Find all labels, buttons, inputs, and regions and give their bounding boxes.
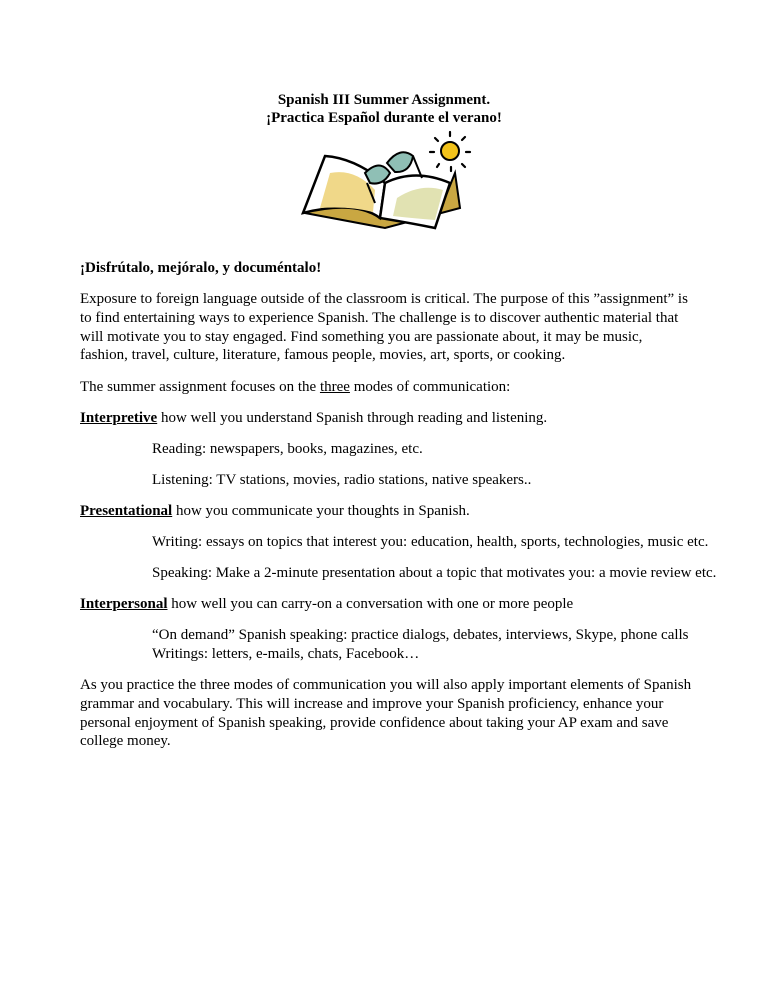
document-subtitle: ¡Practica Español durante el verano! — [266, 110, 502, 126]
sun-icon — [430, 132, 470, 171]
mode-interpretive — [80, 409, 547, 427]
mode-interpersonal — [80, 595, 573, 613]
mode-description: how you communicate your thoughts in Spanish. — [172, 503, 470, 519]
section-heading: ¡Disfrútalo, mejóralo, y documéntalo! — [80, 260, 322, 276]
modes-intro-emphasis: three — [319, 379, 350, 395]
intro-paragraph: Exposure to foreign language outside of the classroom is critical. The purpose of this ”assignment” is to find entertaining ways to experience Spanish. The challenge is to discover authentic material that will motivate you to stay engaged. Find something you are passionate about, it may be music, fashion, travel, culture, literature, famous people, movies, art, sports, or cooking. — [80, 291, 688, 364]
mode-item: Writings: letters, e-mails, chats, Facebook… — [152, 646, 420, 662]
document-title: Spanish III Summer Assignment. — [277, 92, 491, 108]
mode-item: “On demand” Spanish speaking: practice dialogs, debates, interviews, Skype, phone calls — [152, 627, 689, 643]
mode-name: Interpersonal — [80, 596, 168, 612]
mode-item: Speaking: Make a 2-minute presentation about a topic that motivates you: a movie review etc. — [152, 565, 717, 581]
mode-item: Writing: essays on topics that interest you: education, health, sports, technologies, music etc. — [152, 534, 709, 550]
conclusion-paragraph: As you practice the three modes of communication you will also apply important elements of Spanish grammar and vocabulary. This will increase and improve your Spanish proficiency, enhance your personal enjoyment of Spanish speaking, provide confidence about taking your AP exam and save college money. — [80, 677, 692, 750]
book-glasses-sun-clipart — [285, 128, 480, 233]
mode-description: how well you can carry-on a conversation with one or more people — [167, 596, 574, 612]
mode-item: Listening: TV stations, movies, radio stations, native speakers.. — [152, 472, 532, 488]
modes-intro-text: The summer assignment focuses on the — [80, 379, 320, 395]
modes-intro-text-end: modes of communication: — [349, 379, 511, 395]
mode-description: how well you understand Spanish through reading and listening. — [157, 410, 548, 426]
mode-item: Reading: newspapers, books, magazines, etc. — [152, 441, 423, 457]
mode-name: Interpretive — [80, 410, 158, 426]
modes-intro — [80, 378, 510, 396]
mode-presentational — [80, 502, 470, 520]
mode-name: Presentational — [80, 503, 173, 519]
